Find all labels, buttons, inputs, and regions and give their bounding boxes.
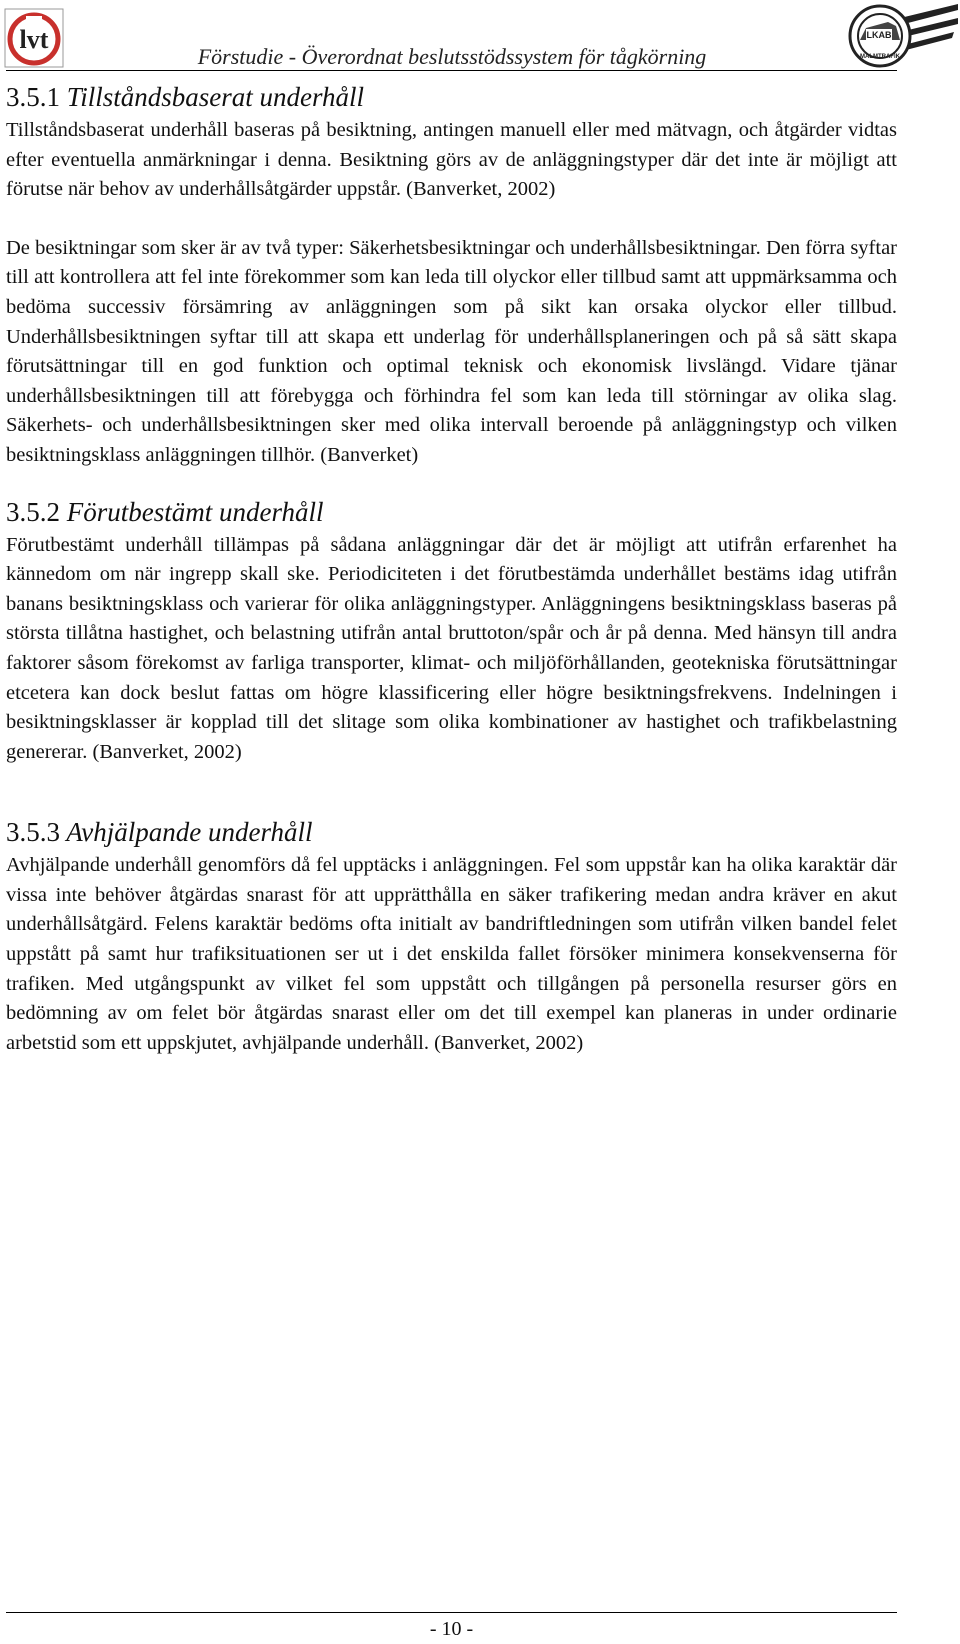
jvt-logo [4,8,64,68]
section-title: Avhjälpande underhåll [66,817,313,848]
document-body [6,76,897,1058]
paragraph: Avhjälpande underhåll genomförs då fel upptäcks i anläggningen. Fel som uppstår kan ha olika karaktär där vissa inte behöver åtgärdas snarast för att upprätthålla en säker trafikering medan andra kräver en akut underhållsåtgärd. Felens karaktär bedöms ofta initialt av bandriftledningen som utifrån vilken bandel felet uppstått på samt hur trafiksituationen ser ut i det enskilda fallet försöker minimera konsekvenserna för trafiken. Med utgångspunkt av vilket fel som uppstått och tillgången på personella resurser görs en bedömning av om felet bör åtgärdas snarast eller om det till exempel kan planeras in under ordinarie arbetstid som ett uppskjutet, avhjälpande underhåll. (Banverket, 2002) [6,854,897,1054]
paragraph: Förutbestämt underhåll tillämpas på sådana anläggningar där det är möjligt att utifrån erfarenhet ha kännedom om när ingrepp skall ske. Periodiciteten i det förutbestämda underhållet bestäms idag utifrån banans besiktningsklass och varierar för olika anläggningstyper. Anläggningens besiktningsklass baseras på största tillåtna hastighet, och belastning utifrån antal bruttoton/spår och år på denna. Med hänsyn till andra faktorer såsom förekomst av farliga transporter, klimat- och miljöförhållanden, geotekniska förutsättningar etcetera kan dock beslut fattas om högre klassificering eller högre besiktningsfrekvens. Indelningen i besiktningsklasser är kopplad till det slitage som olika kombinationer av hastighet och trafikbelastning genererar. (Banverket, 2002) [6,533,897,763]
paragraph: Tillståndsbaserat underhåll baseras på besiktning, antingen manuell eller med mätvagn, och åtgärder vidtas efter eventuella anmärkningar i denna. Besiktning görs av de anläggningstyper där det inte är möjligt att förutse när behov av underhållsåtgärder uppstår. (Banverket, 2002) [6,119,897,201]
section-title: Tillståndsbaserat underhåll [66,82,365,112]
logo-left-text: lvt [19,25,49,54]
section-heading [6,493,897,531]
paragraph: De besiktningar som sker är av två typer: Säkerhetsbesiktningar och underhållsbesiktningar. Den förra syftar till att kontrollera att fel inte förekommer som kan leda till olyckor eller tillbud samt att uppmärksamma och bedöma successiv försämring av anläggningen som på sikt kan orsaka olyckor eller tillbud. Underhållsbesiktningen syftar till att skapa ett underlag för underhållsplaneringen och på så sätt skapa förutsättningar till en god funktion och optimal teknisk och ekonomisk livslängd. Vidare tjänar underhållsbesiktningen till att förebygga och förhindra fel som kan leda till störningar av olika slag. Säkerhets- och underhållsbesiktningen sker med olika intervall beroende på anläggningstyp och vilken besiktningsklass anläggningen tillhör. (Banverket) [6,236,897,466]
header-rule [6,70,897,71]
section-number: 3.5.1 [6,82,60,112]
logo-right-subtext: MALMTRAFIK [860,54,900,60]
footer-rule [6,1612,897,1613]
logo-right-text: LKAB [866,30,892,40]
page-number: - 10 - [429,1618,474,1640]
section-heading [6,813,897,851]
running-title: Förstudie - Överordnat beslutsstödssystem för tågkörning [197,44,707,69]
section-heading [6,78,897,116]
section-number: 3.5.2 [6,496,60,527]
lkab-malmtrafik-logo [846,2,958,70]
section-number: 3.5.3 [6,817,60,848]
section-title: Förutbestämt underhåll [66,496,324,527]
